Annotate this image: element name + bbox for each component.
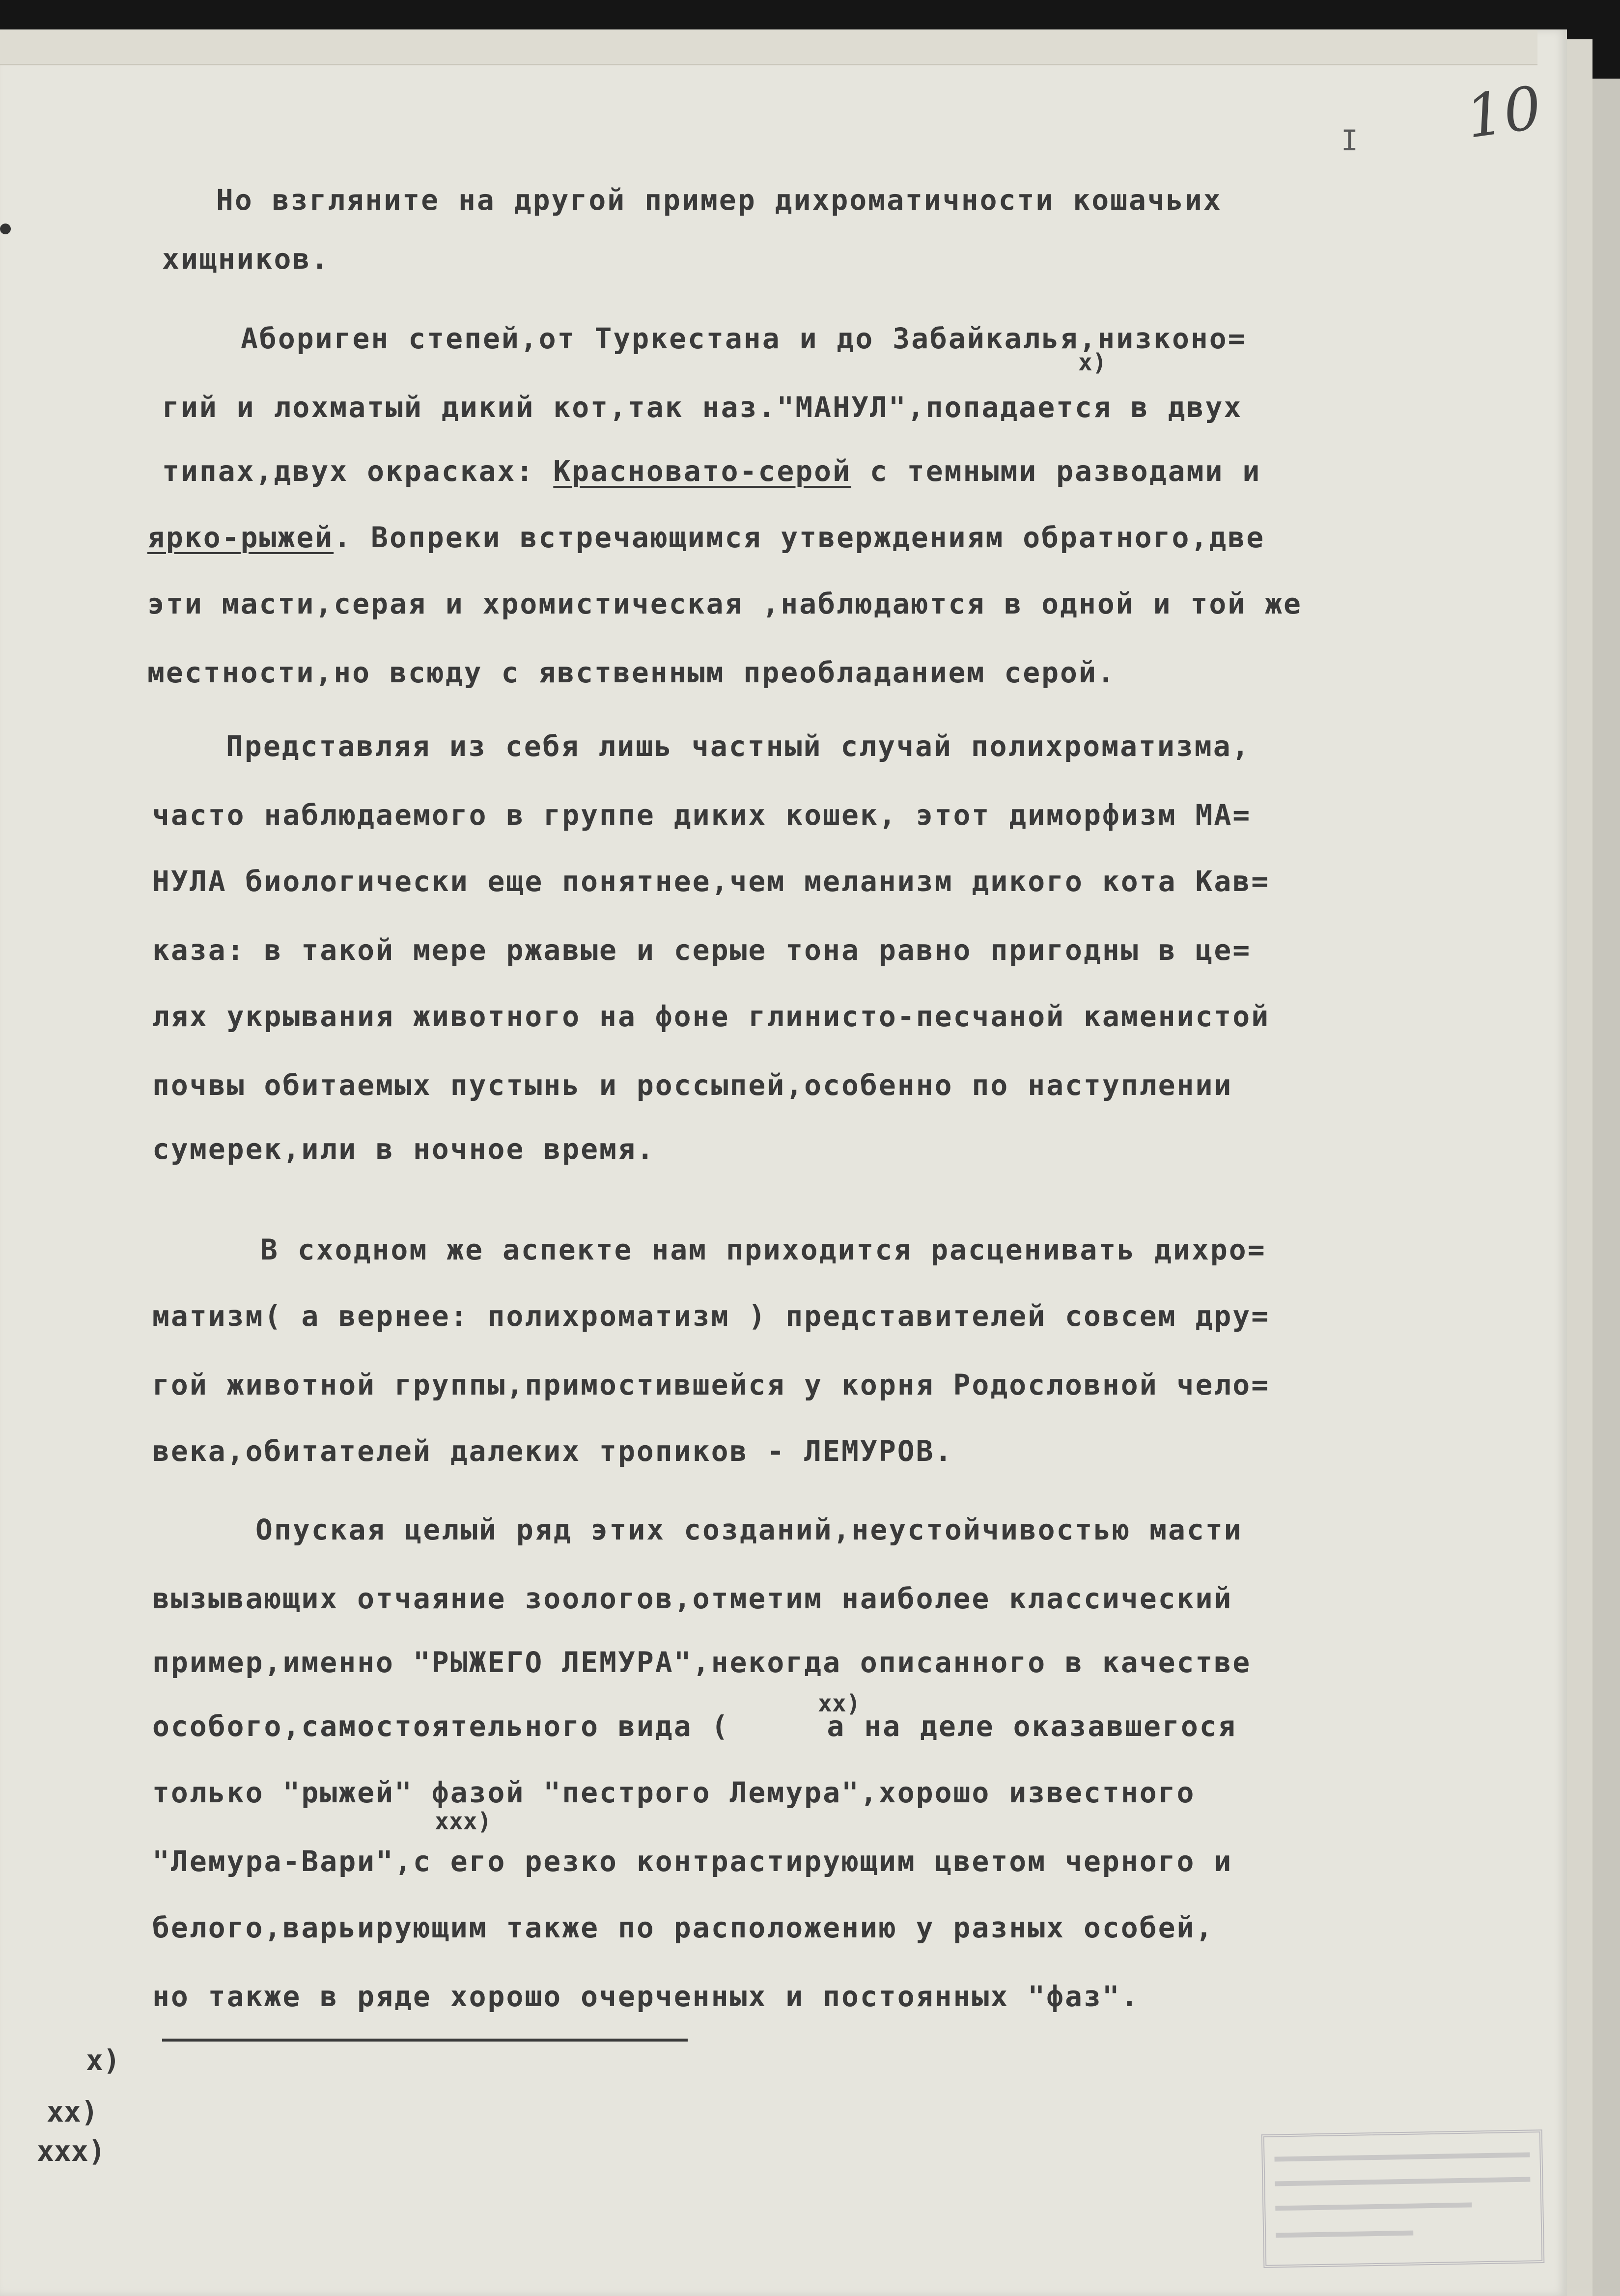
- text-line: века,обитателей далеких тропиков - ЛЕМУРОВ.: [152, 1434, 953, 1468]
- text-line: гий и лохматый дикий кот,так наз."МАНУЛ",попадается в двух: [162, 391, 1243, 424]
- footnote-marker: ххх): [37, 2134, 106, 2168]
- text-line: Но взгляните на другой пример дихроматичности кошачьих: [216, 183, 1222, 217]
- text-line: Опуская целый ряд этих созданий,неустойчивостью масти: [255, 1513, 1243, 1546]
- text-line: местности,но всюду с явственным преобладанием серой.: [147, 656, 1116, 689]
- footnote-ref-xxx: ххх): [435, 1808, 492, 1835]
- text-line: каза: в такой мере ржавые и серые тона равно пригодны в це=: [152, 933, 1252, 967]
- text-line: Абориген степей,от Туркестана и до Забайкалья,низконо=: [241, 322, 1247, 355]
- margin-mark: [0, 224, 11, 234]
- footnote-rule: [162, 2039, 688, 2042]
- text-line: пример,именно "РЫЖЕГО ЛЕМУРА",некогда описанного в качестве: [152, 1646, 1252, 1679]
- text-line: Представляя из себя лишь частный случай полихроматизма,: [226, 729, 1251, 763]
- text-line: "Лемура-Вари",с его резко контрастирующим цветом черного и: [152, 1845, 1233, 1878]
- text-line: [152, 1709, 1237, 1743]
- footnote-marker: хх): [47, 2095, 98, 2128]
- text-line: часто наблюдаемого в группе диких кошек, этот диморфизм МА=: [152, 798, 1252, 832]
- text-line: эти масти,серая и хромистическая ,наблюдаются в одной и той же: [147, 587, 1302, 620]
- archive-stamp: [1261, 2129, 1545, 2268]
- underlined-term: ярко-рыжей: [147, 521, 334, 554]
- text-line: почвы обитаемых пустынь и россыпей,особенно по наступлении: [152, 1068, 1233, 1102]
- text-line: [147, 523, 1265, 552]
- text-line: сумерек,или в ночное время.: [152, 1132, 655, 1166]
- text-line: [162, 454, 1261, 488]
- text-line: В сходном же аспекте нам приходится расценивать дихро=: [260, 1233, 1266, 1266]
- page-number: I: [1341, 124, 1358, 157]
- text-line: белого,варьирующим также по расположению у разных особей,: [152, 1911, 1214, 1944]
- text-segment: особого,самостоятельного вида (: [152, 1709, 730, 1743]
- text-segment: . Вопреки встречающимся утверждениям обратного,две: [334, 521, 1265, 554]
- text-line: матизм( а вернее: полихроматизм ) представителей совсем дру=: [152, 1299, 1270, 1333]
- underlined-term: Красновато-серой: [553, 454, 852, 488]
- footnote-marker: х): [86, 2044, 120, 2077]
- footnote-ref-xx: хх): [818, 1690, 861, 1717]
- back-sheet-edge: [1592, 79, 1620, 2296]
- text-line: лях укрывания животного на фоне глинисто-песчаной каменистой: [152, 1000, 1270, 1033]
- text-segment: с темными разводами и: [851, 454, 1261, 488]
- text-segment: типах,двух окрасках:: [162, 454, 554, 488]
- text-line: НУЛА биологически еще понятнее,чем меланизм дикого кота Кав=: [152, 865, 1270, 898]
- text-line: вызывающих отчаяние зоологов,отметим наиболее классический: [152, 1582, 1233, 1615]
- top-sheet-edge: [0, 29, 1537, 65]
- text-line: но также в ряде хорошо очерченных и постоянных "фаз".: [152, 1980, 1140, 2013]
- handwritten-folio-number: 10: [1462, 74, 1546, 152]
- text-segment: а на деле оказавшегося: [808, 1709, 1237, 1743]
- text-line: гой животной группы,примостившейся у корня Родословной чело=: [152, 1368, 1270, 1401]
- text-line: только "рыжей" фазой "пестрого Лемура",хорошо известного: [152, 1776, 1196, 1809]
- footnote-ref-x: х): [1078, 349, 1107, 376]
- text-line: хищников.: [162, 242, 330, 276]
